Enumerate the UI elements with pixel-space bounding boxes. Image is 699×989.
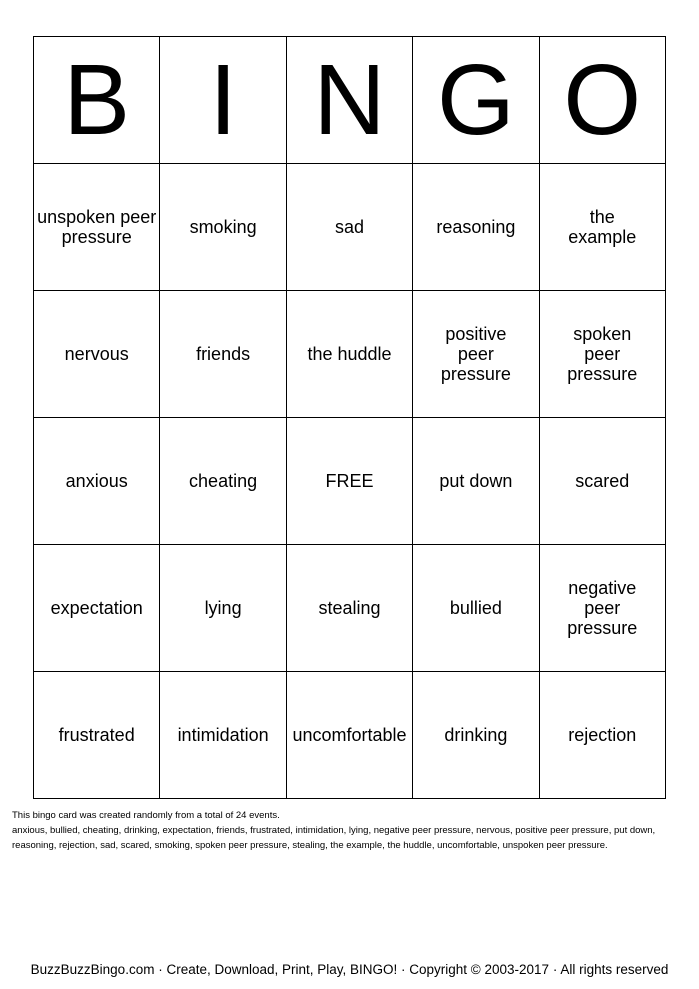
bingo-cell-text: reasoning bbox=[436, 217, 516, 237]
bingo-cell bbox=[286, 545, 412, 672]
bingo-cell-text: spoken peer pressure bbox=[567, 324, 638, 384]
bingo-cell-text: intimidation bbox=[177, 725, 269, 745]
bingo-cell bbox=[539, 291, 665, 418]
bingo-cell bbox=[160, 418, 286, 545]
bingo-cell bbox=[539, 418, 665, 545]
free-space-text: FREE bbox=[325, 471, 374, 491]
info-event-list: anxious, bullied, cheating, drinking, expectation, friends, frustrated, intimidation, lying, negative peer pressure, nervous, positive peer pressure, put down, bbox=[12, 825, 656, 836]
bingo-row bbox=[34, 164, 666, 291]
bingo-cell bbox=[413, 672, 539, 799]
bingo-row bbox=[34, 545, 666, 672]
bingo-cell-text: the example bbox=[568, 207, 637, 247]
bingo-cell bbox=[34, 545, 160, 672]
bingo-cell-text: lying bbox=[204, 598, 242, 618]
footer-copyright: BuzzBuzzBingo.com · Create, Download, Print, Play, BINGO! · Copyright © 2003-2017 · All rights reserved bbox=[30, 962, 669, 977]
bingo-row bbox=[34, 418, 666, 545]
bingo-cell bbox=[413, 164, 539, 291]
header-letter-g: G bbox=[413, 37, 539, 164]
bingo-cell-text: smoking bbox=[189, 217, 257, 237]
bingo-cell-text: scared bbox=[575, 471, 630, 491]
bingo-cell-text: uncomfortable bbox=[292, 725, 407, 745]
bingo-cell-text: unspoken peer pressure bbox=[37, 207, 157, 247]
bingo-cell-text: positive peer pressure bbox=[440, 324, 511, 384]
header-letter-n: N bbox=[286, 37, 412, 164]
bingo-cell-text: nervous bbox=[64, 344, 129, 364]
card-info bbox=[12, 808, 692, 853]
header-letter-o: O bbox=[539, 37, 665, 164]
bingo-cell bbox=[286, 164, 412, 291]
bingo-cell bbox=[160, 291, 286, 418]
header-letter-i: I bbox=[160, 37, 286, 164]
bingo-cell bbox=[413, 545, 539, 672]
bingo-cell bbox=[160, 545, 286, 672]
bingo-cell-text: friends bbox=[196, 344, 251, 364]
bingo-cell-text: stealing bbox=[318, 598, 381, 618]
bingo-cell-text: cheating bbox=[189, 471, 258, 491]
bingo-row bbox=[34, 672, 666, 799]
bingo-cell bbox=[539, 164, 665, 291]
bingo-cell bbox=[539, 672, 665, 799]
bingo-header-row bbox=[34, 37, 666, 164]
bingo-cell bbox=[34, 291, 160, 418]
bingo-cell-text: anxious bbox=[65, 471, 128, 491]
bingo-cell bbox=[34, 164, 160, 291]
bingo-cell-text: bullied bbox=[449, 598, 502, 618]
bingo-cell bbox=[539, 545, 665, 672]
bingo-cell-text: drinking bbox=[444, 725, 508, 745]
bingo-cell bbox=[160, 164, 286, 291]
bingo-cell bbox=[413, 418, 539, 545]
free-space-cell bbox=[286, 418, 412, 545]
bingo-row bbox=[34, 291, 666, 418]
bingo-cell bbox=[286, 672, 412, 799]
bingo-cell bbox=[413, 291, 539, 418]
bingo-cell bbox=[34, 672, 160, 799]
bingo-cell-text: negative peer pressure bbox=[567, 578, 638, 638]
bingo-cell bbox=[160, 672, 286, 799]
info-event-list-continued: reasoning, rejection, sad, scared, smoking, spoken peer pressure, stealing, the example, the huddle, uncomfortable, unspoken peer pressure. bbox=[12, 840, 608, 851]
bingo-cell-text: sad bbox=[334, 217, 364, 237]
bingo-cell-text: put down bbox=[439, 471, 513, 491]
bingo-card bbox=[33, 36, 666, 799]
bingo-cell-text: the huddle bbox=[307, 344, 392, 364]
header-letter-b: B bbox=[34, 37, 160, 164]
bingo-cell-text: rejection bbox=[568, 725, 637, 745]
bingo-cell-text: expectation bbox=[50, 598, 143, 618]
bingo-cell bbox=[34, 418, 160, 545]
bingo-cell bbox=[286, 291, 412, 418]
info-summary: This bingo card was created randomly from a total of 24 events. bbox=[12, 810, 280, 821]
bingo-cell-text: frustrated bbox=[58, 725, 135, 745]
